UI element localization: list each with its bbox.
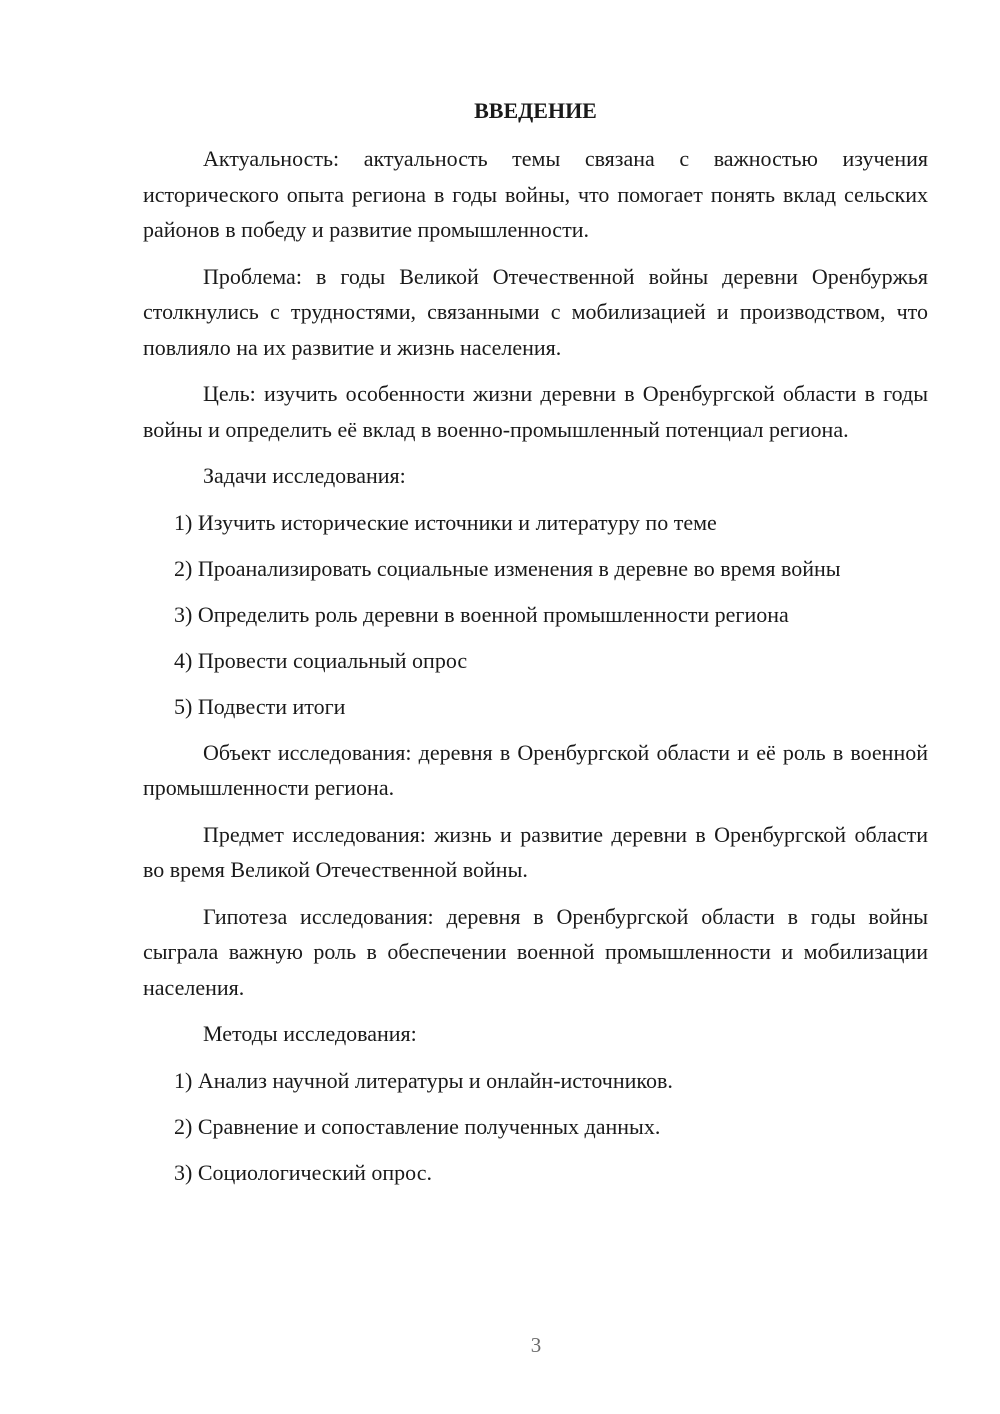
task-item: 3) Определить роль деревни в военной промышленности региона (174, 601, 789, 627)
task-item: 2) Проанализировать социальные изменения в деревне во время войны (174, 555, 841, 581)
page-number: 3 (530, 1333, 542, 1357)
subject-paragraph: Предмет исследования: жизнь и развитие деревни в Оренбургской области во время Великой Отечественной войны. (143, 821, 928, 882)
method-item: 1) Анализ научной литературы и онлайн-источников. (174, 1067, 673, 1093)
task-item: 4) Провести социальный опрос (174, 647, 468, 673)
object-paragraph: Объект исследования: деревня в Оренбургской области и её роль в военной промышленности региона. (143, 739, 928, 800)
methods-heading: Методы исследования: (203, 1021, 417, 1046)
methods-list (143, 1063, 928, 1191)
task-item: 5) Подвести итоги (174, 693, 346, 719)
method-item: 2) Сравнение и сопоставление полученных данных. (174, 1113, 661, 1139)
hypothesis-paragraph: Гипотеза исследования: деревня в Оренбургской области в годы войны сыграла важную роль в обеспечении военной промышленности и мобилизации населения. (143, 903, 928, 1000)
page-content (143, 96, 928, 1201)
method-item: 3) Социологический опрос. (174, 1159, 432, 1185)
goal-paragraph: Цель: изучить особенности жизни деревни в Оренбургской области в годы войны и определить её вклад в военно-промышленный потенциал региона. (143, 381, 928, 442)
relevance-paragraph: Актуальность: актуальность темы связана с важностью изучения исторического опыта региона в годы войны, что помогает понять вклад сельских районов в победу и развитие промышленности. (143, 146, 928, 242)
problem-paragraph: Проблема: в годы Великой Отечественной войны деревни Оренбуржья столкнулись с трудностями, связанными с мобилизацией и производством, что повлияло на их развитие и жизнь населения. (143, 263, 928, 360)
tasks-list (143, 505, 928, 725)
section-title: ВВЕДЕНИЕ (474, 98, 597, 123)
tasks-heading: Задачи исследования: (203, 463, 406, 488)
task-item: 1) Изучить исторические источники и литературу по теме (174, 509, 717, 535)
